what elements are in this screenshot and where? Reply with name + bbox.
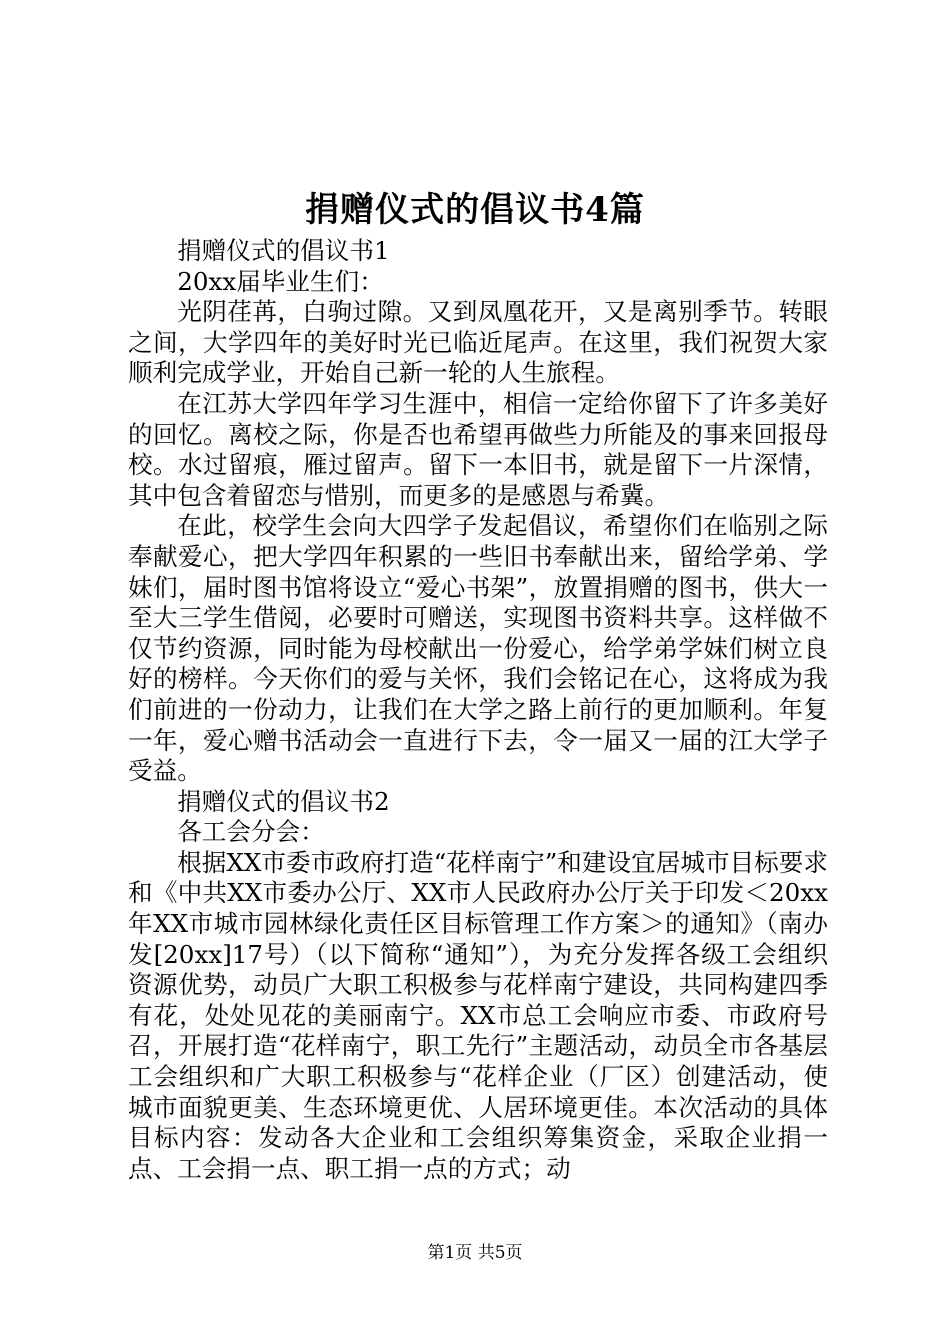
body-paragraph: 在此，校学生会向大四学子发起倡议，希望你们在临别之际奉献爱心，把大学四年积累的一些旧书奉献出来，留给学弟、学妹们，届时图书馆将设立“爱心书架”，放置捐赠的图书，供大一至大三学生借阅，必要时可赠送，实现图书资料共享。这样做不仅节约资源，同时能为母校献出一份爱心，给学弟学妹们树立良好的榜样。今天你们的爱与关怀，我们会铭记在心，这将成为我们前进的一份动力，让我们在大学之路上前行的更加顺利。年复一年，爱心赠书活动会一直进行下去，令一届又一届的江大学子受益。 (128, 511, 828, 786)
body-paragraph: 光阴荏苒，白驹过隙。又到凤凰花开，又是离别季节。转眼之间，大学四年的美好时光已临近尾声。在这里，我们祝贺大家顺利完成学业，开始自己新一轮的人生旅程。 (128, 297, 828, 388)
section-heading-2: 捐赠仪式的倡议书2 (177, 786, 390, 816)
salutation-2: 各工会分会： (177, 817, 325, 847)
body-paragraph: 根据XX市委市政府打造“花样南宁”和建设宜居城市目标要求和《中共XX市委办公厅、XX市人民政府办公厅关于印发＜20xx年XX市城市园林绿化责任区目标管理工作方案＞的通知》（南办发[20xx]17号）（以下简称“通知”），为充分发挥各级工会组织资源优势，动员广大职工积极参与花样南宁建设，共同构建四季有花，处处见花的美丽南宁。XX市总工会响应市委、市政府号召，开展打造“花样南宁，职工先行”主题活动，动员全市各基层工会组织和广大职工积极参与“花样企业（厂区）创建活动，使城市面貌更美、生态环境更优、人居环境更佳。本次活动的具体目标内容：发动各大企业和工会组织筹集资金，采取企业捐一点、工会捐一点、职工捐一点的方式；动 (128, 847, 828, 1183)
document-body (128, 236, 828, 1184)
section-heading-1: 捐赠仪式的倡议书1 (177, 236, 390, 265)
page-footer: 第1页 共5页 (427, 1243, 523, 1263)
document-title: 捐赠仪式的倡议书4篇 (305, 190, 645, 230)
body-paragraph: 在江苏大学四年学习生涯中，相信一定给你留下了许多美好的回忆。离校之际，你是否也希望再做些力所能及的事来回报母校。水过留痕，雁过留声。留下一本旧书，就是留下一片深情，其中包含着留恋与惜别，而更多的是感恩与希冀。 (128, 388, 828, 510)
salutation-1: 20xx届毕业生们： (177, 266, 384, 296)
